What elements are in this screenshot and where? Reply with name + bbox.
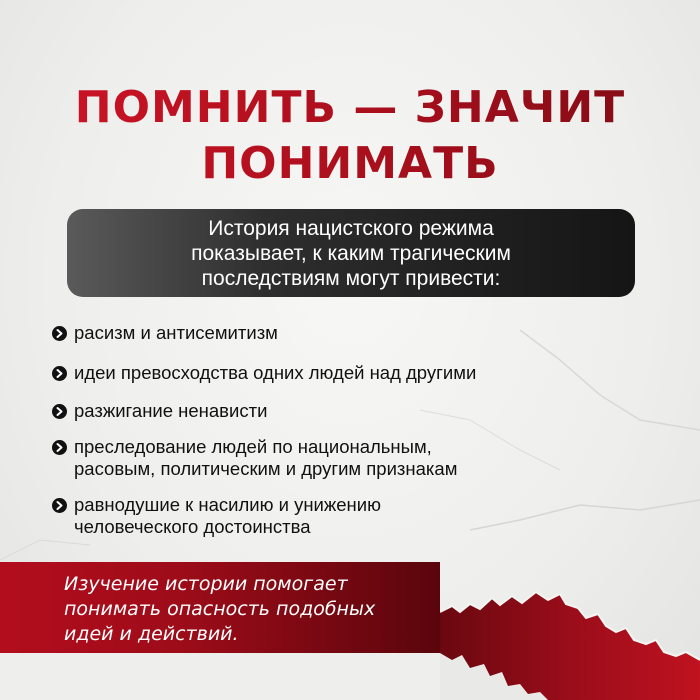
conclusion-box	[0, 562, 440, 653]
conclusion-line-1: Изучение истории помогает	[64, 573, 348, 595]
arrow-bullet-icon	[52, 326, 67, 341]
list-item-text	[74, 436, 457, 480]
list-item-line-2: расовым, политическим и другим признакам	[74, 458, 458, 479]
list-item-text	[74, 322, 278, 344]
page-title-line-1: ПОМНИТЬ — ЗНАЧИТ	[0, 80, 700, 136]
intro-line-3: последствиям могут привести:	[201, 267, 501, 290]
list-item-line-1: идеи превосходства одних людей над другими	[74, 362, 477, 383]
intro-line-2: показывает, к каким трагическим	[191, 242, 511, 265]
intro-line-1: История нацистского режима	[208, 217, 494, 240]
list-item-text	[74, 362, 476, 384]
list-item-line-1: разжигание ненависти	[74, 400, 268, 421]
arrow-bullet-icon	[52, 440, 67, 455]
list-item-line-1: преследование людей по национальным,	[74, 436, 432, 457]
page-title-line-2: ПОНИМАТЬ	[0, 136, 700, 192]
list-item-text	[74, 494, 381, 538]
list-item-line-1: расизм и антисемитизм	[74, 322, 278, 343]
arrow-bullet-icon	[52, 404, 67, 419]
list-item-line-2: человеческого достоинства	[74, 516, 311, 537]
conclusion-line-3: идей и действий.	[64, 623, 239, 645]
conclusion-line-2: понимать опасность подобных	[64, 598, 376, 620]
arrow-bullet-icon	[52, 498, 67, 513]
list-item-line-1: равнодушие к насилию и унижению	[74, 494, 381, 515]
list-item-text	[74, 400, 267, 422]
intro-box	[67, 209, 635, 297]
arrow-bullet-icon	[52, 366, 67, 381]
